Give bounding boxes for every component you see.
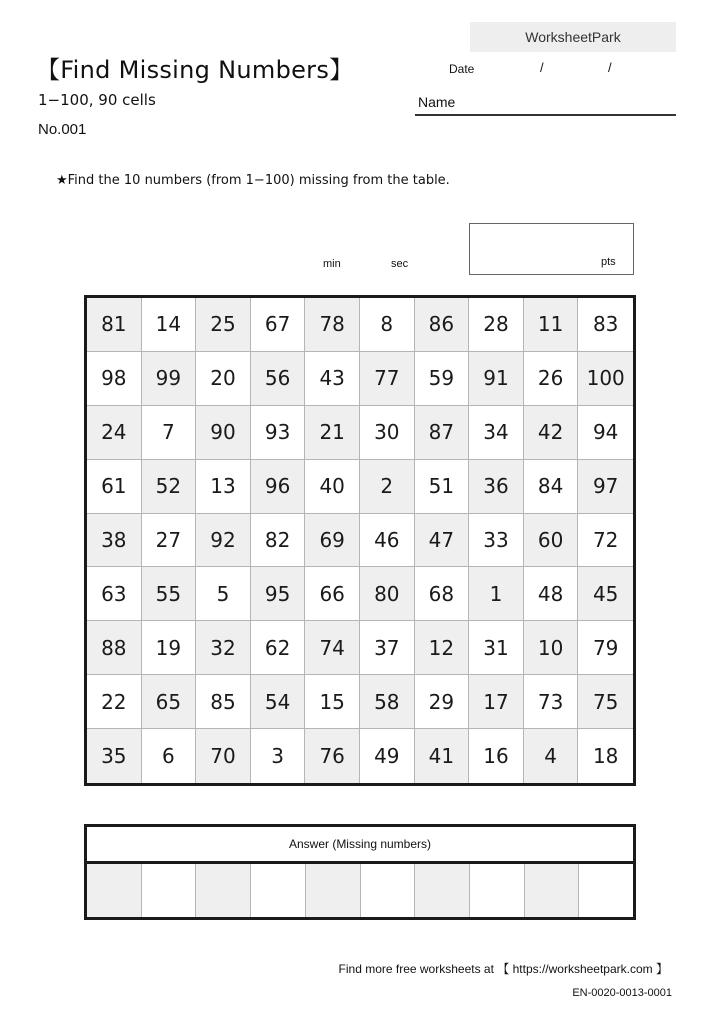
grid-cell: 12 — [415, 621, 470, 675]
grid-cell: 34 — [469, 406, 524, 460]
grid-cell: 29 — [415, 675, 470, 729]
grid-cell: 83 — [578, 298, 633, 352]
grid-cell: 86 — [415, 298, 470, 352]
grid-cell: 68 — [415, 567, 470, 621]
grid-cell: 38 — [87, 514, 142, 568]
grid-cell: 25 — [196, 298, 251, 352]
grid-cell: 3 — [251, 729, 306, 783]
grid-cell: 47 — [415, 514, 470, 568]
grid-cell: 13 — [196, 460, 251, 514]
answer-slot[interactable] — [142, 864, 197, 917]
grid-cell: 7 — [142, 406, 197, 460]
grid-cell: 61 — [87, 460, 142, 514]
grid-cell: 8 — [360, 298, 415, 352]
grid-cell: 33 — [469, 514, 524, 568]
grid-cell: 28 — [469, 298, 524, 352]
date-separator: / — [540, 60, 544, 75]
answer-slot[interactable] — [361, 864, 416, 917]
grid-cell: 69 — [305, 514, 360, 568]
answer-box — [84, 824, 636, 920]
grid-cell: 63 — [87, 567, 142, 621]
grid-cell: 55 — [142, 567, 197, 621]
grid-cell: 91 — [469, 352, 524, 406]
grid-cell: 84 — [524, 460, 579, 514]
grid-cell: 65 — [142, 675, 197, 729]
answer-slot[interactable] — [196, 864, 251, 917]
answer-slot[interactable] — [306, 864, 361, 917]
minutes-label: min — [323, 258, 341, 270]
grid-cell: 30 — [360, 406, 415, 460]
grid-cell: 99 — [142, 352, 197, 406]
grid-cell: 6 — [142, 729, 197, 783]
grid-cell: 82 — [251, 514, 306, 568]
grid-cell: 76 — [305, 729, 360, 783]
grid-cell: 14 — [142, 298, 197, 352]
points-label: pts — [601, 256, 616, 268]
grid-cell: 45 — [578, 567, 633, 621]
answer-slot[interactable] — [579, 864, 633, 917]
grid-cell: 16 — [469, 729, 524, 783]
grid-cell: 70 — [196, 729, 251, 783]
grid-cell: 66 — [305, 567, 360, 621]
grid-cell: 49 — [360, 729, 415, 783]
instruction: ★Find the 10 numbers (from 1−100) missing from the table. — [56, 173, 450, 188]
grid-cell: 11 — [524, 298, 579, 352]
grid-cell: 40 — [305, 460, 360, 514]
grid-cell: 5 — [196, 567, 251, 621]
grid-cell: 20 — [196, 352, 251, 406]
grid-cell: 72 — [578, 514, 633, 568]
grid-cell: 52 — [142, 460, 197, 514]
grid-cell: 56 — [251, 352, 306, 406]
grid-cell: 67 — [251, 298, 306, 352]
grid-cell: 97 — [578, 460, 633, 514]
grid-cell: 15 — [305, 675, 360, 729]
footer-text: Find more free worksheets at 【 https://worksheetpark.com 】 — [338, 962, 668, 976]
grid-cell: 93 — [251, 406, 306, 460]
grid-cell: 79 — [578, 621, 633, 675]
grid-cell: 2 — [360, 460, 415, 514]
grid-cell: 21 — [305, 406, 360, 460]
grid-cell: 87 — [415, 406, 470, 460]
grid-cell: 58 — [360, 675, 415, 729]
date-label: Date — [449, 62, 475, 76]
grid-cell: 24 — [87, 406, 142, 460]
grid-cell: 98 — [87, 352, 142, 406]
subtitle: 1−100, 90 cells — [38, 91, 156, 109]
grid-cell: 85 — [196, 675, 251, 729]
grid-cell: 43 — [305, 352, 360, 406]
date-separator: / — [608, 60, 612, 75]
grid-cell: 18 — [592, 744, 619, 769]
grid-cell: 26 — [524, 352, 579, 406]
grid-cell: 36 — [469, 460, 524, 514]
grid-cell: 92 — [196, 514, 251, 568]
number-grid — [84, 295, 636, 786]
name-label: Name — [418, 94, 456, 110]
grid-cell: 88 — [87, 621, 142, 675]
grid-cell: 4 — [524, 729, 579, 783]
answer-slot[interactable] — [87, 864, 142, 917]
worksheet-code: EN-0020-0013-0001 — [572, 987, 672, 999]
grid-cell: 94 — [578, 406, 633, 460]
answer-label: Answer (Missing numbers) — [87, 827, 633, 864]
grid-cell: 95 — [251, 567, 306, 621]
answer-slot[interactable] — [415, 864, 470, 917]
grid-cell: 90 — [196, 406, 251, 460]
grid-cell: 32 — [196, 621, 251, 675]
grid-cell: 48 — [524, 567, 579, 621]
grid-cell: 62 — [251, 621, 306, 675]
grid-cell: 96 — [251, 460, 306, 514]
grid-cell: 77 — [360, 352, 415, 406]
grid-cell: 60 — [524, 514, 579, 568]
brand-label: WorksheetPark — [470, 22, 676, 52]
grid-cell: 17 — [469, 675, 524, 729]
worksheet-number: No.001 — [38, 121, 87, 138]
page-title: 【Find Missing Numbers】 — [36, 56, 354, 84]
grid-cell: 75 — [578, 675, 633, 729]
grid-cell: 41 — [415, 729, 470, 783]
answer-slot[interactable] — [525, 864, 580, 917]
grid-cell: 10 — [524, 621, 579, 675]
grid-cell: 35 — [87, 729, 142, 783]
grid-cell: 78 — [305, 298, 360, 352]
seconds-label: sec — [391, 258, 409, 270]
grid-cell: 22 — [87, 675, 142, 729]
grid-cell: 31 — [469, 621, 524, 675]
grid-cell: 80 — [360, 567, 415, 621]
grid-cell: 37 — [360, 621, 415, 675]
grid-cell: 51 — [415, 460, 470, 514]
grid-cell: 54 — [251, 675, 306, 729]
grid-cell: 42 — [524, 406, 579, 460]
grid-cell: 59 — [415, 352, 470, 406]
grid-cell: 19 — [142, 621, 197, 675]
answer-row — [87, 864, 633, 917]
grid-cell: 1 — [469, 567, 524, 621]
answer-slot[interactable] — [470, 864, 525, 917]
grid-cell: 27 — [142, 514, 197, 568]
grid-cell: 81 — [87, 298, 142, 352]
grid-cell: 73 — [524, 675, 579, 729]
name-field-line[interactable] — [415, 114, 676, 116]
grid-cell: 74 — [305, 621, 360, 675]
grid-cell: 46 — [360, 514, 415, 568]
grid-cell: 100 — [578, 352, 633, 406]
answer-slot[interactable] — [251, 864, 306, 917]
